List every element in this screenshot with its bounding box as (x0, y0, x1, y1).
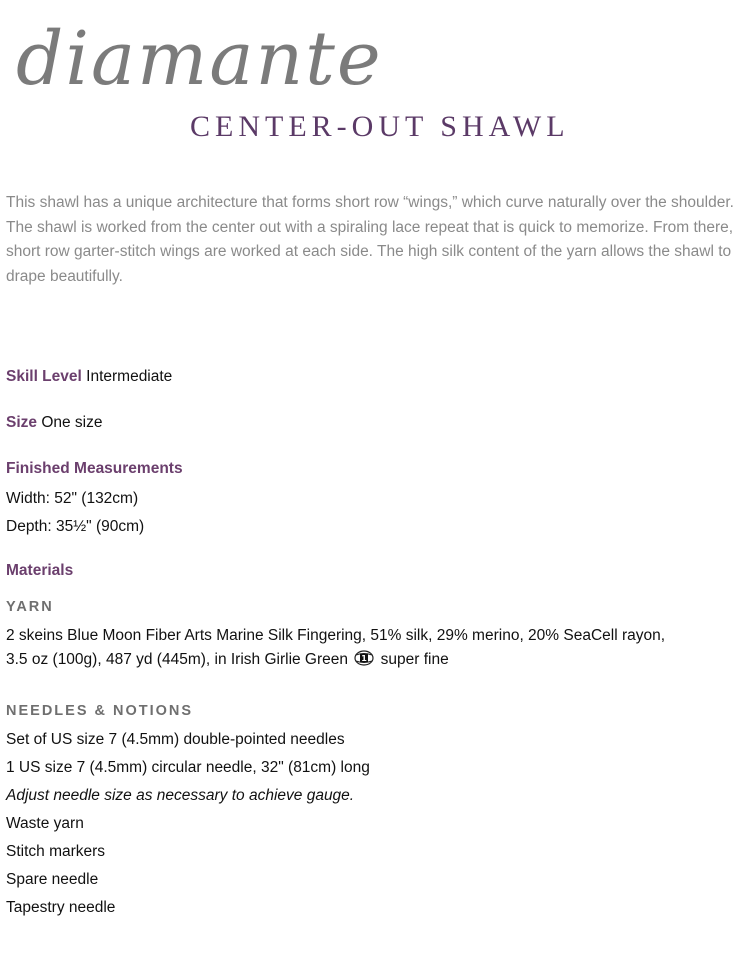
yarn-line-2 (6, 650, 449, 670)
yarn-heading: YARN (6, 599, 54, 615)
yarn-line-2-text: 3.5 oz (100g), 487 yd (445m), in Irish Girlie Green (6, 651, 349, 668)
skill-level-row (6, 367, 172, 387)
skill-level-value: Intermediate (86, 368, 173, 385)
notion-item: 1 US size 7 (4.5mm) circular needle, 32" (81cm) long (6, 759, 370, 776)
finished-measurements-heading: Finished Measurements (6, 460, 183, 477)
yarn-weight-label: super fine (380, 651, 449, 668)
yarn-weight-icon (354, 650, 374, 666)
skill-level-label: Skill Level (6, 368, 82, 385)
size-label: Size (6, 414, 38, 431)
notion-item: Spare needle (6, 871, 99, 888)
gauge-note: Adjust needle size as necessary to achieve gauge. (6, 787, 355, 804)
width-measurement: Width: 52" (132cm) (6, 490, 139, 507)
notion-item: Waste yarn (6, 815, 84, 832)
script-title: diamante (16, 16, 383, 102)
yarn-weight-number: 1 (361, 654, 368, 664)
notion-item: Set of US size 7 (4.5mm) double-pointed needles (6, 731, 345, 748)
yarn-skein-icon (354, 650, 374, 666)
intro-paragraph: This shawl has a unique architecture that forms short row “wings,” which curve naturally over the shoulder. The shawl is worked from the center out with a spiraling lace repeat that is quick to memorize. From there, short row garter-stitch wings are worked at each side. The high silk content of the yarn allows the shawl to drape beautifully. (6, 194, 734, 285)
yarn-line-1: 2 skeins Blue Moon Fiber Arts Marine Silk Fingering, 51% silk, 29% merino, 20% SeaCell rayon, (6, 627, 666, 644)
materials-heading: Materials (6, 562, 74, 579)
notion-item: Tapestry needle (6, 899, 116, 916)
pattern-subtitle: CENTER-OUT SHAWL (190, 110, 570, 143)
needles-notions-heading: NEEDLES & NOTIONS (6, 703, 194, 719)
size-value: One size (41, 414, 103, 431)
notion-item: Stitch markers (6, 843, 106, 860)
depth-measurement: Depth: 35½" (90cm) (6, 518, 145, 535)
size-row (6, 413, 103, 433)
